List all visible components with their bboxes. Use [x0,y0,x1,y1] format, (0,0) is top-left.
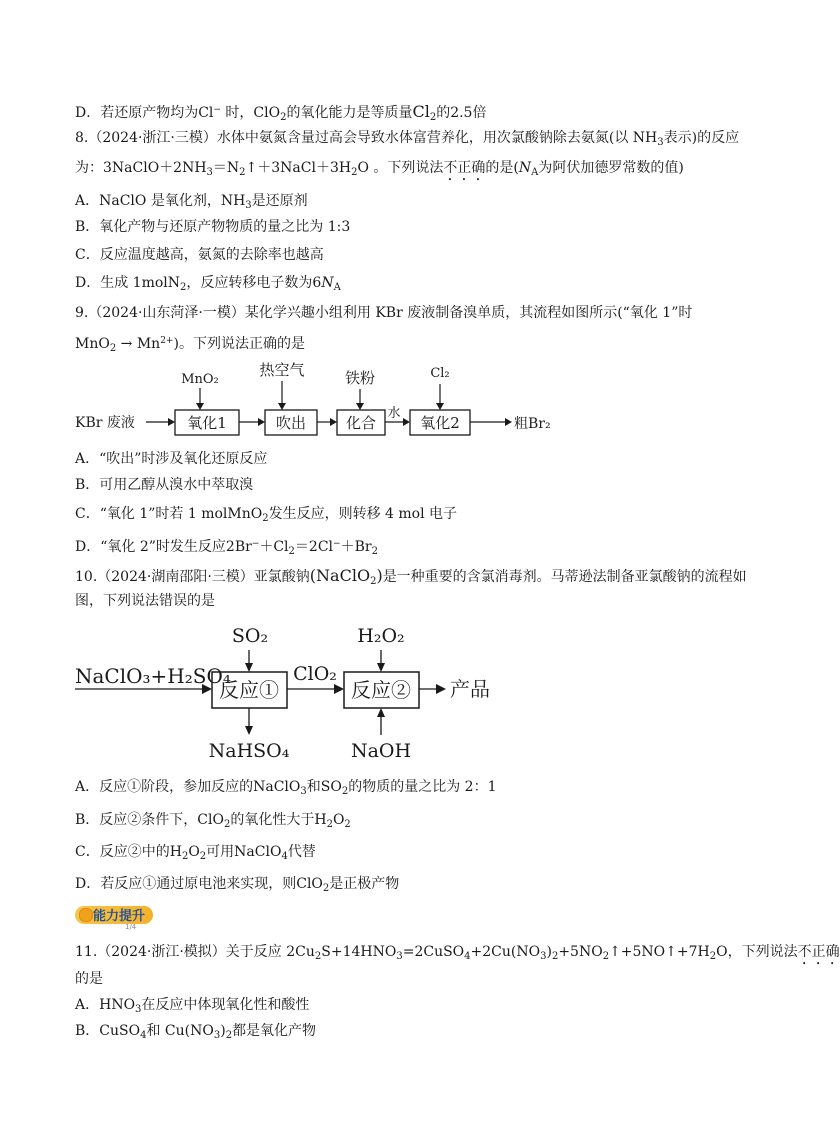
q8-stem-line1: 8.（2024·浙江·三模）水体中氨氮含量过高会导致水体富营养化，用次氯酸钠除去氨氮(以 $NH_3$表示)的反应 [75,130,740,148]
q9-option-c: C．“氧化 1”时若 1 molMnO$_2$发生反应，则转移 4 mol 电子 [75,506,458,524]
q10-option-c: C．反应②中的$H_2O_2$可用NaClO$_4$代替 [75,844,316,862]
section-badge-ability [75,903,157,931]
q8-stem-line2: 为：$3NaClO+2NH_3=N_2↑+3NaCl+3H_2O$ 。下列说法不正确的是($N_A$为阿伏加德罗常数的值) [75,160,684,178]
q10-bottom-nahso4: NaHSO₄ [208,740,290,762]
q9-link-water: 水 [387,406,401,421]
q10-box-reaction2-label: 反应② [351,678,411,702]
q8-option-c: C．反应温度越高，氨氮的去除率也越高 [75,247,324,263]
q9-flow-input: KBr 废液 [75,415,135,431]
q10-top-h2o2: H₂O₂ [357,625,405,647]
q10-box-reaction1-label: 反应① [219,678,279,702]
q11-option-a: A．$HNO_3$在反应中体现氧化性和酸性 [75,997,310,1015]
section-badge-label: 能力提升 [93,909,146,924]
q11-stem-line2: 的是 [75,971,103,987]
q10-option-a: A．反应①阶段，参加反应的NaClO$_3$和$SO_2$的物质的量之比为 2：1 [75,779,497,797]
q10-stem-line2: 图，下列说法错误的是 [75,593,215,609]
section-badge-circle-icon [79,908,93,922]
section-badge-sublabel: 1/4 [125,923,137,931]
q9-stem-line1: 9.（2024·山东菏泽·一模）某化学兴趣小组利用 KBr 废液制备溴单质，其流程如图所示(“氧化 1”时 [75,305,693,321]
q9-option-d: D．“氧化 2”时发生反应$2Br^-+Cl_2=2Cl^-+Br_2$ [75,539,378,557]
q9-option-b: B．可用乙醇从溴水中萃取溴 [75,477,254,493]
q9-box-oxidation2-label: 氧化2 [420,414,460,432]
q10-top-so2: SO₂ [231,625,269,647]
q10-option-b: B．反应②条件下，ClO$_2$的氧化性大于$H_2O_2$ [75,812,351,830]
q9-reagent-cl2: Cl₂ [430,366,450,381]
q10-flow-output: 产品 [450,677,490,701]
q9-option-a: A．“吹出”时涉及氧化还原反应 [75,451,268,467]
q8-option-d: D．生成 1molN$_2$，反应转移电子数为$6N_A$ [75,275,341,293]
q10-bottom-naoh: NaOH [350,740,412,762]
q9-box-combine-label: 化合 [345,414,377,432]
q11-option-b: B．CuSO$_4$和 $Cu(NO_3)_2$都是氧化产物 [75,1023,317,1041]
q7-option-d: D．若还原产物均为Cl− 时，ClO$_2$的氧化能力是等质量$Cl_2$的2.5倍 [75,102,487,123]
q8-option-b: B．氧化产物与还原产物物质的量之比为 1:3 [75,219,351,235]
q9-box-blowout-label: 吹出 [275,414,307,432]
q10-option-d: D．若反应①通过原电池来实现，则ClO$_2$是正极产物 [75,876,400,894]
q11-stem-line1: 11.（2024·浙江·模拟）关于反应 $2Cu_2S+14HNO_3=2CuSO_4+2Cu(NO_3)_2+5NO_2↑+5NO↑+7H_2O$，下列说法不正确 [75,944,840,962]
q9-reagent-mno2: MnO₂ [181,372,219,387]
q9-reagent-hot-air: 热空气 [259,361,305,379]
q10-stem-line1: 10.（2024·湖南邵阳·三模）亚氯酸钠(NaClO$_2$)是一种重要的含氯消毒剂。马蒂逊法制备亚氯酸钠的流程如 [75,566,747,587]
q9-stem-line2: $MnO_2 \to Mn^{2+}$)。下列说法正确的是 [75,336,305,354]
q9-reagent-iron: 铁粉 [344,369,376,387]
q9-flow-output: 粗Br₂ [514,416,551,432]
q10-mid-clo2: ClO₂ [293,663,337,685]
q10-flow-input: NaClO₃+H₂SO₄ [75,664,231,688]
q8-option-a: A．NaClO 是氧化剂，$NH_3$是还原剂 [75,193,308,211]
q9-box-oxidation1-label: 氧化1 [187,414,227,432]
